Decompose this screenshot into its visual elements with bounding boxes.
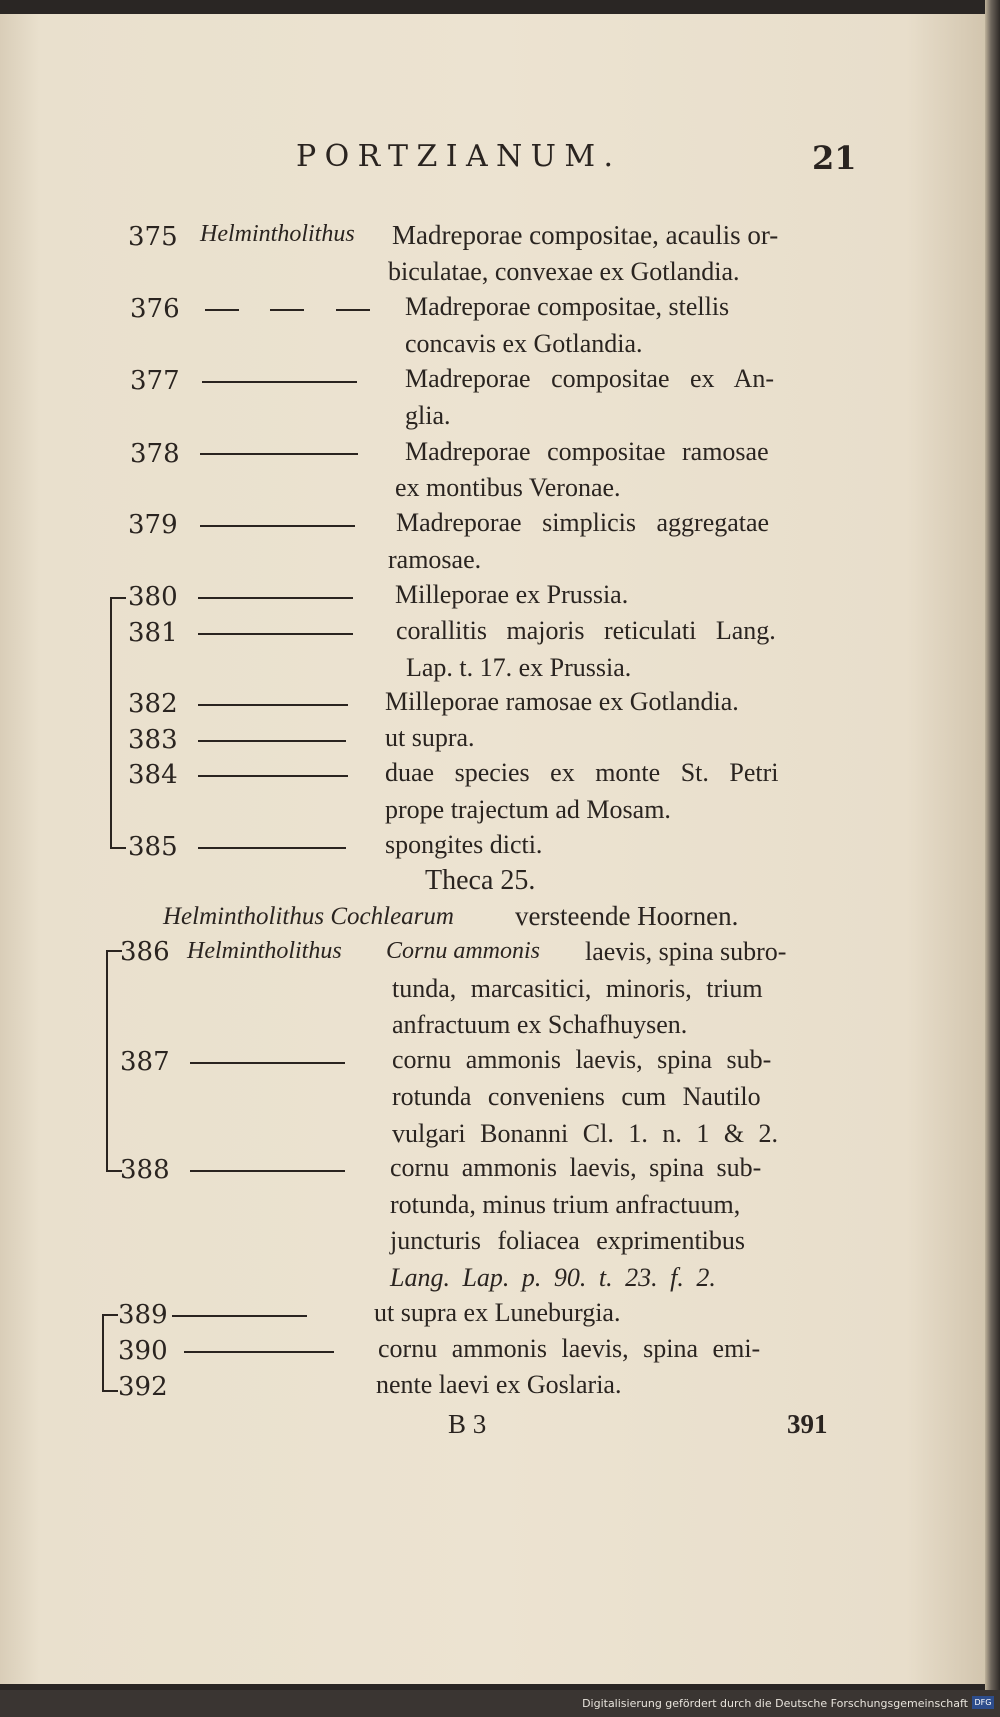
ditto-dash (198, 847, 346, 849)
section-heading: Theca 25. (425, 865, 536, 896)
entry-number: 386 (120, 937, 170, 967)
entry-text: rotunda, minus trium anfractuum, (390, 1190, 741, 1219)
section-subheading-italic: Helmintholithus Cochlearum (163, 903, 454, 930)
entry-text: ex montibus Veronae. (395, 473, 621, 502)
entry-text: Madreporae compositae ex An- (405, 364, 775, 393)
entry-text: ut supra ex Luneburgia. (374, 1298, 621, 1327)
entry-number: 390 (118, 1336, 168, 1366)
signature-mark: B 3 (448, 1409, 487, 1439)
entry-genus: Helmintholithus (187, 938, 342, 964)
dfg-logo-icon: DFG (972, 1696, 994, 1709)
ditto-dash (198, 597, 353, 599)
entry-text: juncturis foliacea exprimentibus (390, 1226, 746, 1255)
ditto-dash (270, 309, 304, 311)
entry-number: 379 (128, 510, 178, 540)
entry-number: 384 (128, 760, 178, 790)
entry-text: spongites dicti. (385, 830, 543, 859)
entry-text: glia. (405, 401, 451, 430)
entry-text: Lang. Lap. p. 90. t. 23. f. 2. (390, 1263, 716, 1292)
ditto-dash (172, 1315, 307, 1317)
entry-text: cornu ammonis laevis, spina emi- (378, 1334, 761, 1363)
ditto-dash (198, 633, 353, 635)
entry-number: 389 (118, 1300, 168, 1330)
entry-text: vulgari Bonanni Cl. 1. n. 1 & 2. (392, 1119, 779, 1148)
digitization-credit: Digitalisierung gefördert durch die Deutsche Forschungsgemeinschaft (582, 1697, 968, 1710)
section-subheading: versteende Hoornen. (515, 901, 739, 931)
running-title: PORTZIANUM. (296, 139, 622, 174)
entry-text: prope trajectum ad Mosam. (385, 795, 671, 824)
book-fore-edge (985, 0, 1000, 1690)
entry-text: ut supra. (385, 723, 475, 752)
entry-number: 376 (130, 294, 180, 324)
entry-text: laevis, spina subro- (585, 937, 787, 966)
ditto-dash (205, 309, 239, 311)
entry-number: 383 (128, 725, 178, 755)
ditto-dash (202, 381, 357, 383)
page-number: 21 (812, 139, 857, 177)
ditto-dash (190, 1062, 345, 1064)
entry-text: duae species ex monte St. Petri (385, 758, 779, 787)
grouping-brace (102, 1314, 118, 1392)
entry-text: cornu ammonis laevis, spina sub- (392, 1045, 772, 1074)
entry-text: tunda, marcasitici, minoris, trium (392, 974, 763, 1003)
entry-number: 382 (128, 689, 178, 719)
entry-text: Madreporae compositae ramosae (405, 437, 769, 466)
entry-number: 378 (130, 439, 180, 469)
ditto-dash (336, 309, 370, 311)
entry-number: 375 (128, 222, 178, 252)
entry-text: concavis ex Gotlandia. (405, 329, 643, 358)
entry-text: ramosae. (388, 545, 482, 574)
book-page (0, 14, 985, 1684)
ditto-dash (200, 453, 358, 455)
entry-text: Madreporae compositae, acaulis or- (392, 220, 779, 250)
entry-text: Milleporae ex Prussia. (395, 580, 629, 609)
grouping-brace (110, 597, 126, 849)
entry-number: 387 (120, 1047, 170, 1077)
entry-species: Cornu ammonis (386, 938, 541, 964)
ditto-dash (184, 1351, 334, 1353)
entry-text (405, 294, 855, 320)
entry-text-span: Madreporae compositae, stellis (405, 292, 730, 321)
entry-text: nente laevi ex Goslaria. (376, 1370, 622, 1399)
entry-number: 385 (128, 832, 178, 862)
ditto-dash (198, 704, 348, 706)
entry-text: anfractuum ex Schafhuysen. (392, 1010, 688, 1039)
entry-text: Madreporae simplicis aggregatae (396, 508, 770, 537)
entry-text: corallitis majoris reticulati Lang. (396, 616, 776, 645)
entry-number: 381 (128, 618, 178, 648)
ditto-dash (190, 1170, 345, 1172)
entry-number: 380 (128, 582, 178, 612)
entry-text: Milleporae ramosae ex Gotlandia. (385, 687, 739, 716)
ditto-dash (200, 525, 355, 527)
entry-number: 388 (120, 1155, 170, 1185)
catchword: 391 (787, 1409, 828, 1439)
entry-text: biculatae, convexae ex Gotlandia. (388, 257, 740, 286)
entry-text: cornu ammonis laevis, spina sub- (390, 1153, 762, 1182)
ditto-dash (198, 740, 346, 742)
entry-number: 392 (118, 1372, 168, 1402)
entry-text: Lap. t. 17. ex Prussia. (406, 653, 632, 682)
entry-text: rotunda conveniens cum Nautilo (392, 1082, 761, 1111)
entry-genus: Helmintholithus (200, 221, 355, 247)
entry-number: 377 (130, 366, 180, 396)
ditto-dash (198, 775, 348, 777)
